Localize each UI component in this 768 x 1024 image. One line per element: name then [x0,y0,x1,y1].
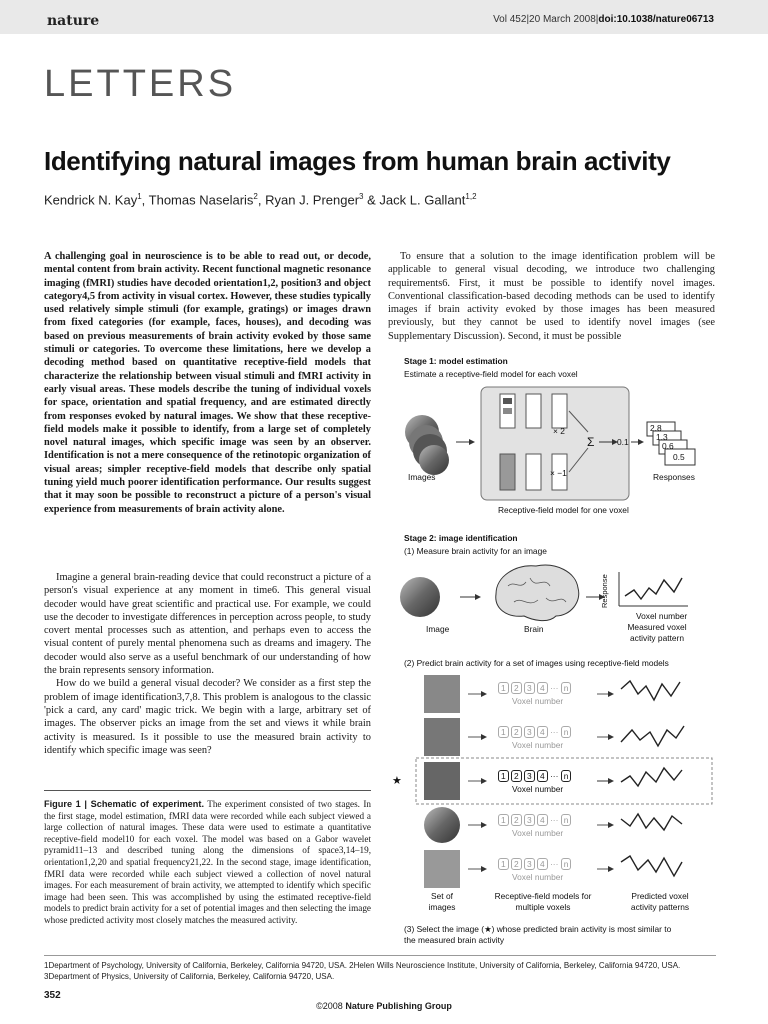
image-label: Image [426,624,450,634]
set-of-images-label: Set of images [428,891,456,912]
voxel-row: 1 2 3 4 ··· n [498,859,571,869]
voxel-number-label: Voxel number [512,872,564,882]
voxel-number-label: Voxel number [512,696,564,706]
response-card: 2.8 [650,423,662,433]
voxel-number-label: Voxel number [512,828,564,838]
sum-symbol: Σ [587,435,595,449]
stage2-title: Stage 2: image identification [404,533,518,543]
body-text-right: To ensure that a solution to the image identification problem will be applicable to general visual decoding, we introduce two challenging requirements6. First, it must be possible to identify novel images. Conventional classification-based decoding methods can be used to identify images if brain activity evoked by those images has been measured previously, but they cannot be used to identify novel images (see Supplementary Discussion). Second, it must be possible [388,251,715,342]
voxel-row: 1 2 3 4 ··· n [498,683,571,693]
footnote: 3Department of Physics, University of California, Berkeley, California 94720, USA. [44,972,335,981]
response-card: 0.5 [673,452,685,462]
header-bar [0,0,768,34]
rf-model-label: Receptive-field model for one voxel [498,505,629,515]
response-axis-label: Response [600,574,609,608]
caption-label: Figure 1 | Schematic of experiment. [44,799,205,809]
abstract: A challenging goal in neuroscience is to be able to read out, or decode, mental content from brain activity. Recent functional magnetic resonance imaging (fMRI) studies have decoded orientation1,2, position3 and object category4,5 from activity in visual cortex. However, these studies typically used relatively simple stimuli (for example, gratings) or images drawn from fixed categories (for example, faces, houses), and decoding was based on previous measurements of brain activity evoked by those same stimuli or categories. To overcome these limitations, here we develop a decoding method based on quantitative receptive-field models that characterize the relationship between visual stimuli and fMRI activity in early visual areas. These models describe the tuning of individual voxels for space, orientation and spatial frequency, and are estimated directly from responses evoked by natural images. We show that these receptive-field models make it possible to identify, from a large set of completely novel natural images, which specific image was seen by an observer. Identification is not a mere consequence of the retinotopic organization of visual areas; simpler receptive-field models that describe only spatial tuning yield much poorer identification performance. Our results suggest that it may soon be possible to reconstruct a picture of a person's visual experience from measurements of brain activity alone. [44,251,371,515]
responses-label: Responses [653,472,695,482]
rf-models-label: Receptive-field models for multiple voxels [494,891,592,912]
measured-pattern-label: Measured voxel activity pattern [627,622,687,643]
response-card: 0.6 [662,441,674,451]
paragraph: How do we build a general visual decoder? We consider as a first step the problem of image identification3,7,8. This problem is analogous to the classic 'pick a card, any card' magic trick. We begin with a large, arbitrary set of images. The observer picks an image from the set and views it while brain activity is measured. Is it possible to use the measured brain activity to identify which specific image was seen? [44,678,371,756]
brain-icon [496,565,579,621]
candidate-images [424,675,460,888]
caption-rule [44,790,371,791]
body-text-left [44,571,371,757]
voxel-row: 1 2 3 4 ··· n [498,815,571,825]
images-label: Images [408,472,436,482]
star-icon: ★ [392,775,402,787]
voxel-axis-label: Voxel number [636,611,688,621]
paragraph: Imagine a general brain-reading device that could reconstruct a picture of a person's visual experience at any moment in time6. This general visual decoder would have great scientific and practical use. For example, we could use the decoder to investigate differences in perception across people, to study covert mental processes such as attention, and perhaps even to access the visual content of purely mental phenomena such as dreams and imagery. The decoder would also serve as a useful benchmark of our understanding of how the brain represents sensory information. [44,572,371,677]
article-title: Identifying natural images from human brain activity [44,146,671,176]
step2-label: (2) Predict brain activity for a set of images using receptive-field models [404,658,669,668]
figure-caption [44,799,371,927]
weight-top: × 2 [553,426,565,436]
page-number: 352 [44,990,61,1001]
doi[interactable]: doi:10.1038/nature06713 [598,14,714,25]
voxel-number-label: Voxel number [512,784,564,794]
caption-text: The experiment consisted of two stages. In the first stage, model estimation, fMRI data were recorded while each subject viewed a large collection of natural images. These data were used to estimate a quantitative receptive-field model10 for each voxel. The model was based on a Gabor wavelet pyramid11–13 and described tuning along the dimensions of space3,14–19, orientation1,2,20 and spatial frequency21,22. In the second stage, image identification, fMRI data were recorded while each subject viewed a collection of novel natural images. For each measurement of brain activity, we attempted to identify which specific image had been seen. This was accomplished by using the estimated receptive-field models to predict brain activity for a set of potential images and then selecting the image whose predicted activity most closely matches the measured activity. [44,799,371,925]
response-card: 1.3 [656,432,668,442]
output-value: 0.1 [617,437,629,447]
copyright-line: ©2008 Nature Publishing Group [316,1001,452,1011]
step1-label: (1) Measure brain activity for an image [404,546,547,556]
stimulus-image [400,577,440,617]
author: Thomas Naselaris [148,192,254,208]
section-heading: LETTERS [44,63,237,105]
weight-bottom: × −1 [550,468,567,478]
stage1-subtitle: Estimate a receptive-field model for each voxel [404,369,578,379]
voxel-row-selected: 1 2 3 4 ··· n [498,771,571,781]
predicted-patterns [621,681,684,876]
author: Kendrick N. Kay [44,192,138,208]
figure-1 [388,350,718,950]
issue-info: Vol 452|20 March 2008|doi:10.1038/nature06713 [493,14,714,25]
voxel-number-label: Voxel number [512,740,564,750]
voxel-row: 1 2 3 4 ··· n [498,727,571,737]
predicted-label: Predicted voxel activity patterns [630,891,690,912]
step3-label-cont: the measured brain activity [404,935,505,945]
stage1-title: Stage 1: model estimation [404,356,508,366]
footnote-rule [44,955,716,956]
star-icon: ★ [484,924,492,934]
author: Jack L. Gallant [379,192,466,208]
author: Ryan J. Prenger [265,192,360,208]
image-stack [405,415,449,475]
footnote: 1Department of Psychology, University of California, Berkeley, California 94720, USA. 2Helen Wills Neuroscience Institute, University of California, Berkeley, California 94720, USA. [44,961,681,970]
measured-pattern [625,578,682,599]
step3-label: (3) Select the image (★) whose predicted brain activity is most similar to [404,924,672,934]
journal-name: nature [47,13,100,29]
author-list: Kendrick N. Kay$^1$, Thomas Naselaris$^2$, Ryan J. Prenger$^3$ & Jack L. Gallant$^{1,2}$ [44,192,477,208]
brain-label: Brain [524,624,544,634]
